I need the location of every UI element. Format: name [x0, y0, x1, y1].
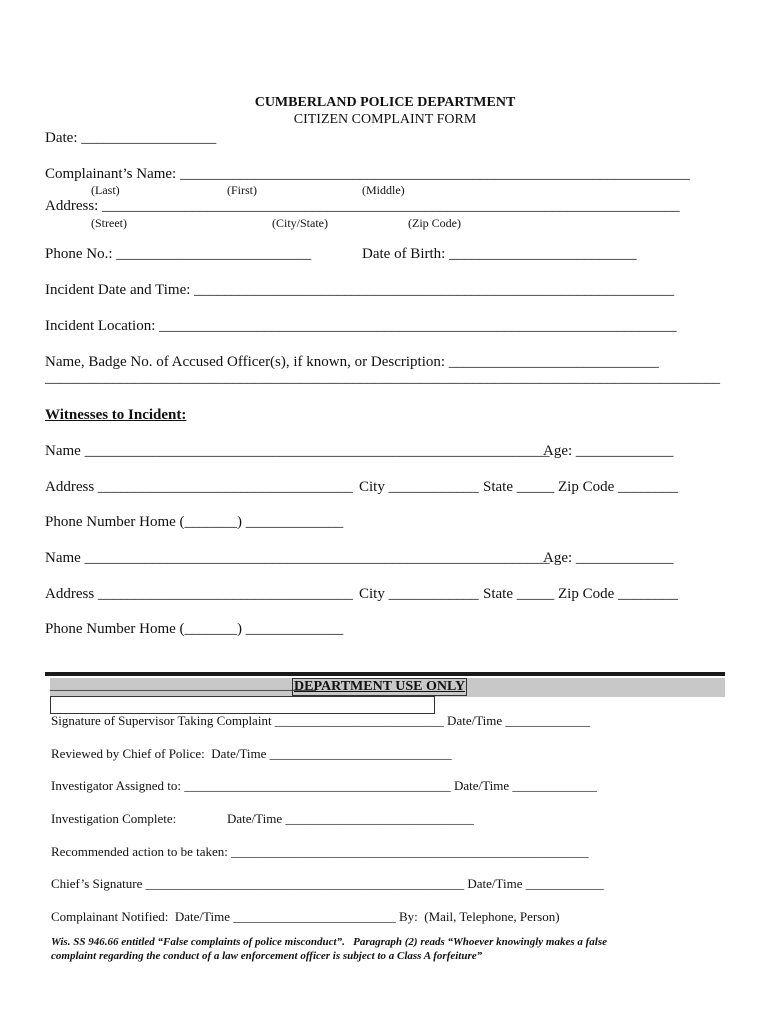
witness-1-zip-field[interactable]: Zip Code ________ [558, 479, 678, 495]
investigation-complete-datetime-field[interactable]: Date/Time _____________________________ [227, 811, 474, 826]
incident-location-field[interactable]: Incident Location: _____________________________________________________________________ [45, 318, 677, 334]
complainant-name-field[interactable]: Complainant’s Name: ____________________________________________________________________ [45, 166, 690, 182]
legal-note-line-2: complaint regarding the conduct of a law enforcement officer is subject to a Class A forfeiture” [51, 950, 483, 962]
dob-field[interactable]: Date of Birth: _________________________ [362, 246, 637, 262]
name-sub-first: (First) [227, 183, 257, 197]
name-sub-last: (Last) [91, 183, 120, 197]
supervisor-signature-field[interactable]: Signature of Supervisor Taking Complaint __________________________ Date/Time _____________ [51, 713, 590, 728]
address-field[interactable]: Address: _____________________________________________________________________________ [45, 198, 680, 214]
section-divider [45, 672, 725, 676]
legal-note-line-1: Wis. SS 946.66 entitled “False complaints of police misconduct”. Paragraph (2) reads “Whoever knowingly makes a false [51, 936, 608, 948]
witness-2-name-field[interactable]: Name ______________________________________________________________ [45, 550, 550, 566]
witness-1-phone-field[interactable]: Phone Number Home (_______) _____________ [45, 514, 344, 530]
witness-1-state-field[interactable]: State _____ [483, 479, 555, 495]
addr-sub-zip: (Zip Code) [408, 216, 461, 230]
witness-2-state-field[interactable]: State _____ [483, 586, 555, 602]
addr-sub-city: (City/State) [272, 216, 328, 230]
witness-2-age-field[interactable]: Age: _____________ [543, 550, 674, 566]
chief-signature-field[interactable]: Chief’s Signature _________________________________________________ Date/Time ____________ [51, 876, 604, 891]
witness-1-address-field[interactable]: Address __________________________________ [45, 479, 353, 495]
witness-2-address-field[interactable]: Address __________________________________ [45, 586, 353, 602]
department-use-heading: DEPARTMENT USE ONLY [294, 679, 466, 694]
recommended-action-field[interactable]: Recommended action to be taken: _______________________________________________________ [51, 844, 589, 859]
phone-field[interactable]: Phone No.: __________________________ [45, 246, 312, 262]
accused-officer-field[interactable]: Name, Badge No. of Accused Officer(s), if known, or Description: ____________________________ [45, 354, 659, 370]
incident-datetime-field[interactable]: Incident Date and Time: ________________________________________________________________ [45, 282, 675, 298]
witness-1-name-field[interactable]: Name ______________________________________________________________ [45, 443, 550, 459]
witness-2-phone-field[interactable]: Phone Number Home (_______) _____________ [45, 621, 344, 637]
investigation-complete-label: Investigation Complete: [51, 811, 177, 826]
witness-2-zip-field[interactable]: Zip Code ________ [558, 586, 678, 602]
addr-sub-street: (Street) [91, 216, 127, 230]
date-field[interactable]: Date: __________________ [45, 130, 217, 146]
witness-1-city-field[interactable]: City ____________ [359, 479, 479, 495]
department-use-box [50, 696, 435, 714]
name-sub-middle: (Middle) [362, 183, 405, 197]
witness-1-age-field[interactable]: Age: _____________ [543, 443, 674, 459]
witnesses-heading: Witnesses to Incident: [45, 407, 187, 423]
investigator-field[interactable]: Investigator Assigned to: _________________________________________ Date/Time _____________ [51, 778, 597, 793]
form-title: CITIZEN COMPLAINT FORM [293, 112, 477, 127]
complainant-notified-field[interactable]: Complainant Notified: Date/Time _________________________ By: (Mail, Telephone, Person) [51, 909, 560, 924]
witness-2-city-field[interactable]: City ____________ [359, 586, 479, 602]
department-name: CUMBERLAND POLICE DEPARTMENT [254, 95, 516, 110]
accused-officer-line2[interactable]: __________________________________________________________________________________________ [45, 370, 720, 386]
reviewed-by-chief-field[interactable]: Reviewed by Chief of Police: Date/Time ____________________________ [51, 746, 452, 761]
department-use-lead-line: ______________________________________ [50, 678, 316, 693]
